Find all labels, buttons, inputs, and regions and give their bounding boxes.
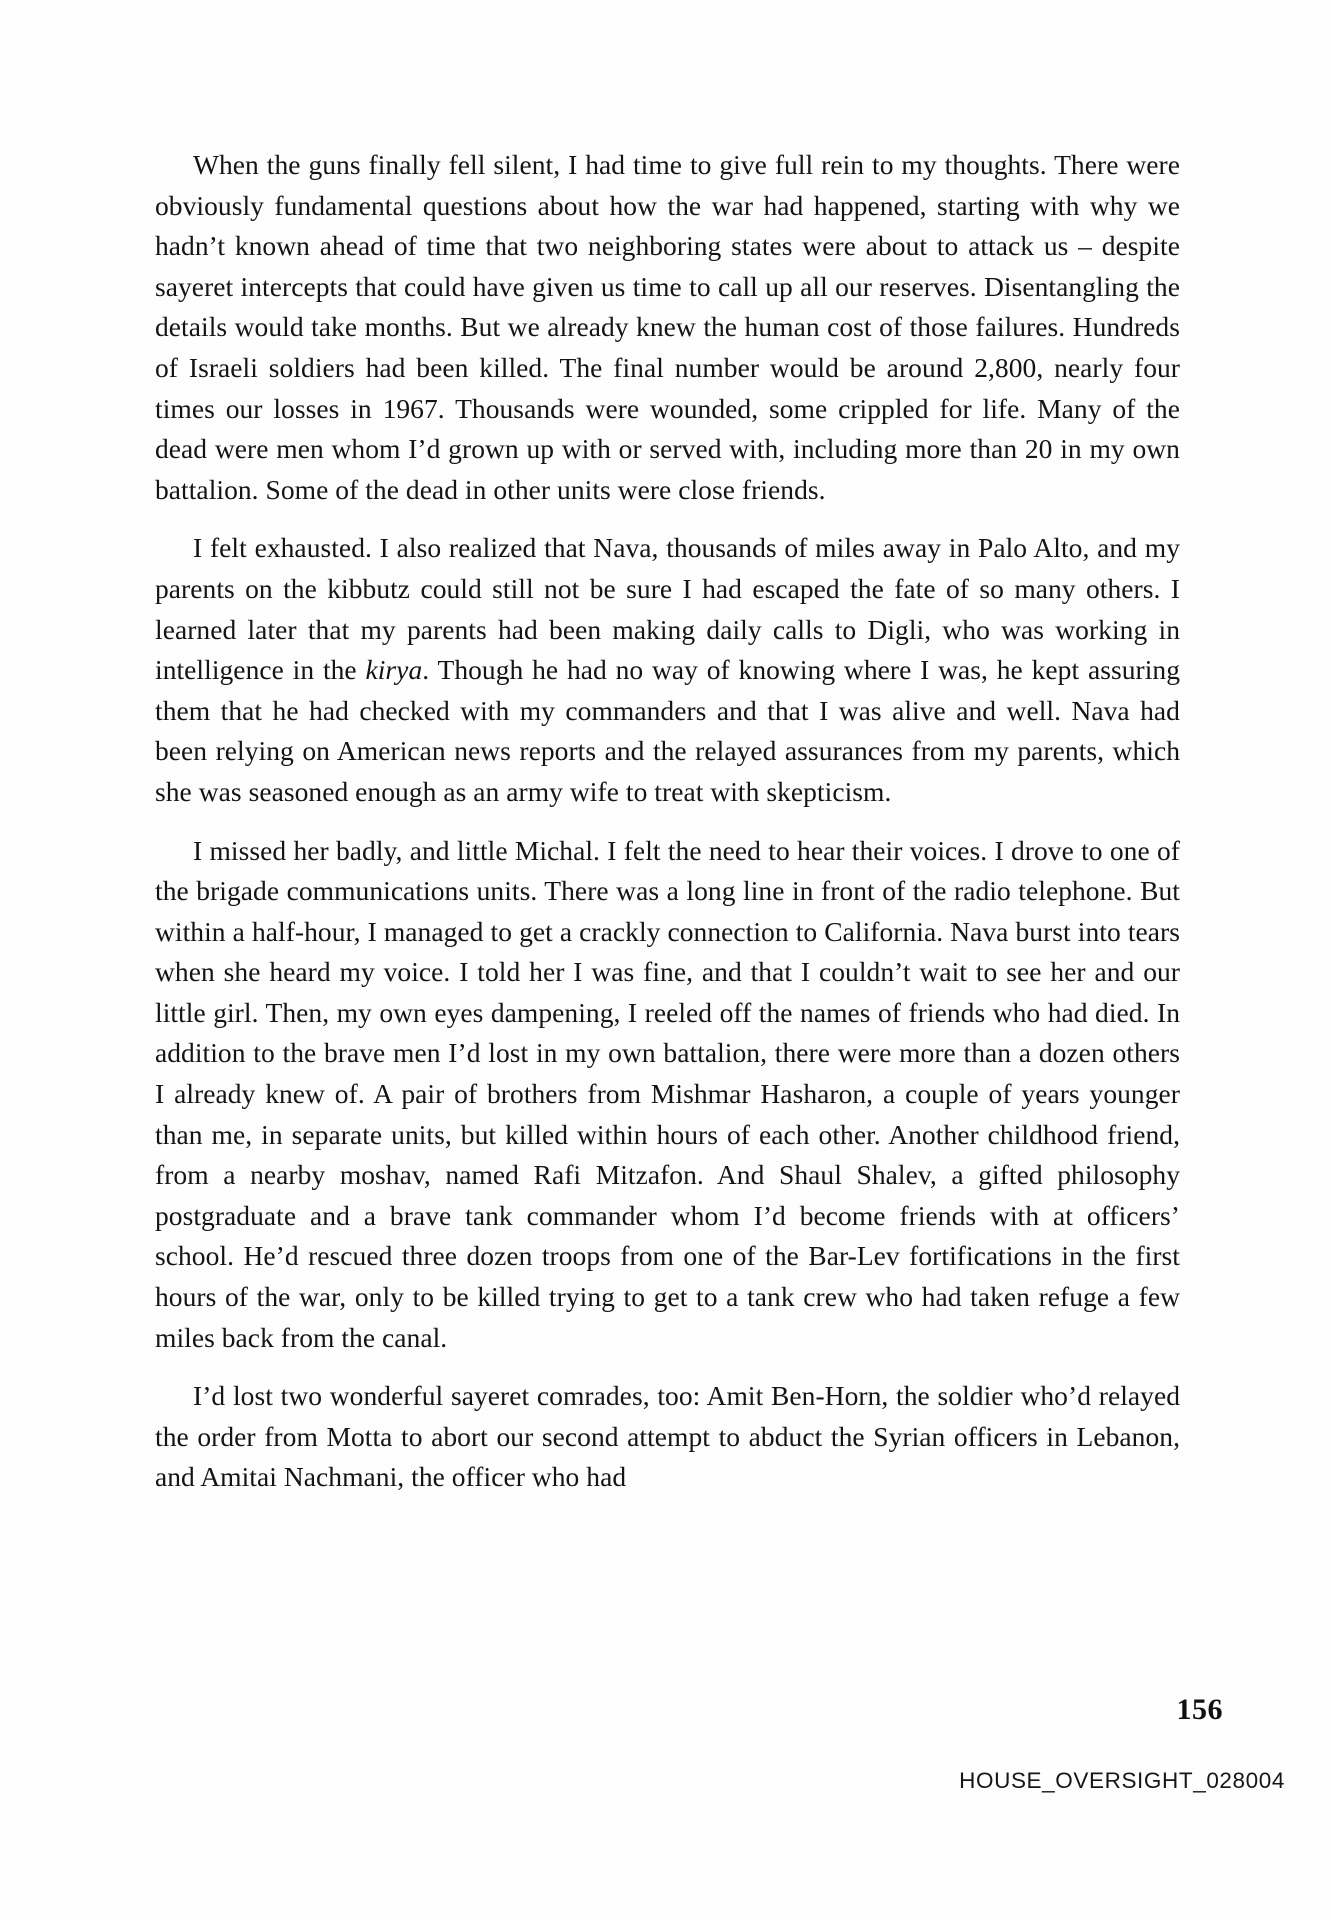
paragraph-2-part-2: . Though he had no way of knowing where I was, he kept assuring them that he had checked with my commanders and that I was alive and well. Nava had been relying on American news reports and the relayed assurances from my parents, which she was seasoned enough as an army wife to treat with skepticism. [155, 654, 1180, 807]
paragraph-2-italic-term: kirya [365, 654, 423, 686]
paragraph-2-part-1: I felt exhausted. I also realized that Nava, thousands of miles away in Palo Alto, and my parents on the kibbutz could still not be sure I had escaped the fate of so many others. I learned later that my parents had been making daily calls to Digli, who was working in intelligence in the [155, 532, 1180, 686]
page-number: 156 [1176, 1693, 1223, 1726]
paragraph-2 [155, 528, 1180, 812]
paragraph-4: I’d lost two wonderful sayeret comrades, too: Amit Ben-Horn, the soldier who’d relayed the order from Motta to abort our second attempt to abduct the Syrian officers in Lebanon, and Amitai Nachmani, the officer who had [155, 1380, 1180, 1493]
page-body-text [155, 145, 1180, 1498]
paragraph-1: When the guns finally fell silent, I had time to give full rein to my thoughts. There were obviously fundamental questions about how the war had happened, starting with why we hadn’t known ahead of time that two neighboring states were about to attack us – despite sayeret intercepts that could have given us time to call up all our reserves. Disentangling the details would take months. But we already knew the human cost of those failures. Hundreds of Israeli soldiers had been killed. The final number would be around 2,800, nearly four times our losses in 1967. Thousands were wounded, some crippled for life. Many of the dead were men whom I’d grown up with or served with, including more than 20 in my own battalion. Some of the dead in other units were close friends. [155, 149, 1180, 505]
bates-stamp: HOUSE_OVERSIGHT_028004 [959, 1768, 1285, 1793]
paragraph-3: I missed her badly, and little Michal. I felt the need to hear their voices. I drove to one of the brigade communications units. There was a long line in front of the radio telephone. But within a half-hour, I managed to get a crackly connection to California. Nava burst into tears when she heard my voice. I told her I was fine, and that I couldn’t wait to see her and our little girl. Then, my own eyes dampening, I reeled off the names of friends who had died. In addition to the brave men I’d lost in my own battalion, there were more than a dozen others I already knew of. A pair of brothers from Mishmar Hasharon, a couple of years younger than me, in separate units, but killed within hours of each other. Another childhood friend, from a nearby moshav, named Rafi Mitzafon. And Shaul Shalev, a gifted philosophy postgraduate and a brave tank commander whom I’d become friends with at officers’ school. He’d rescued three dozen troops from one of the Bar-Lev fortifications in the first hours of the war, only to be killed trying to get to a tank crew who had taken refuge a few miles back from the canal. [155, 834, 1180, 1353]
